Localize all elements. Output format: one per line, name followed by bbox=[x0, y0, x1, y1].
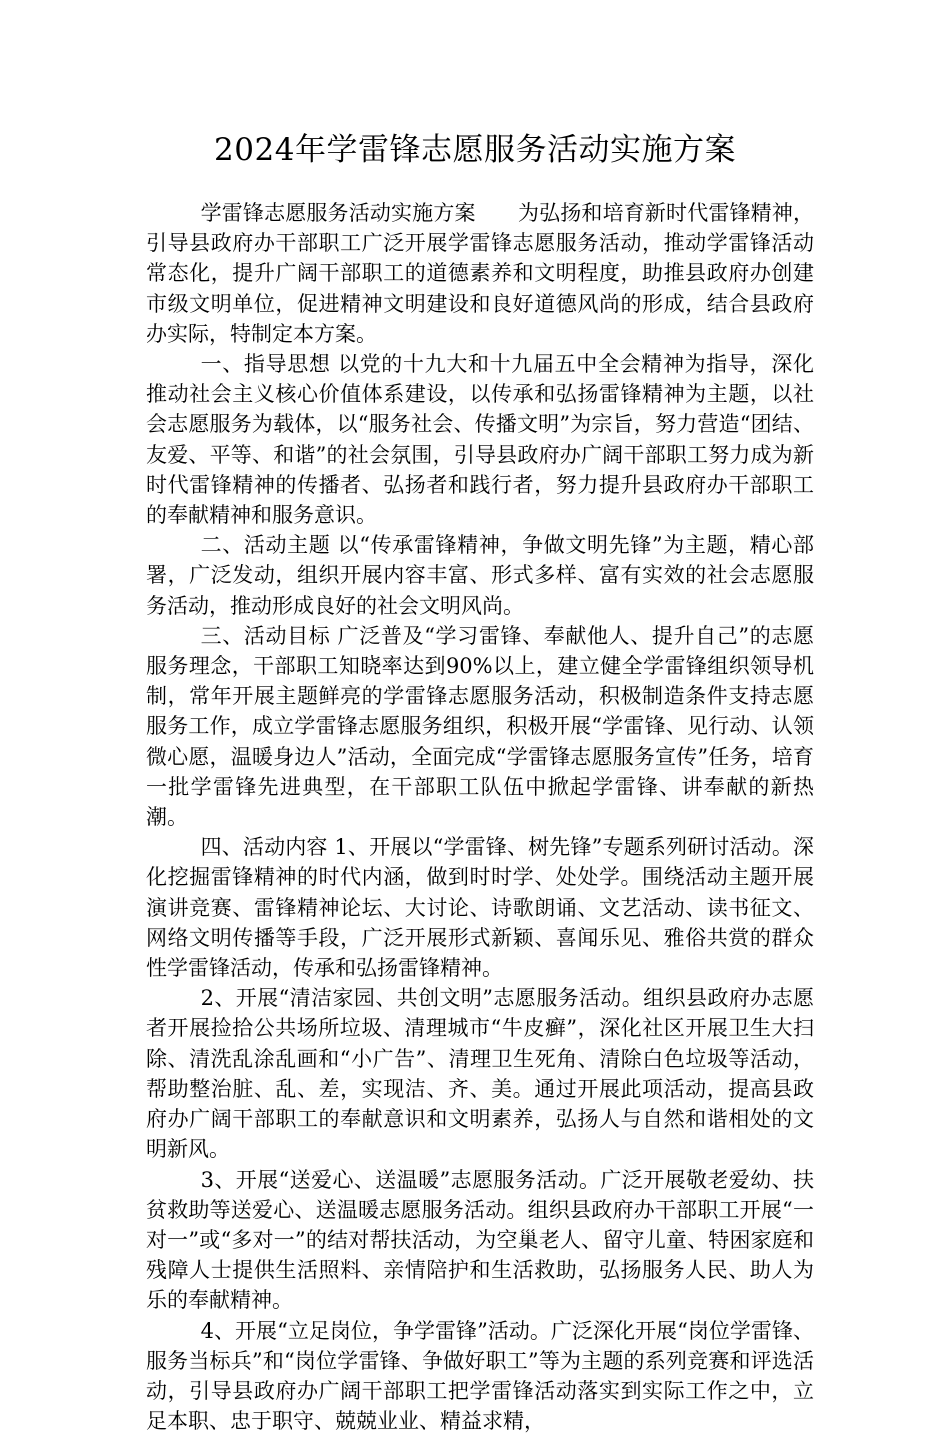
document-body bbox=[146, 198, 814, 1436]
document-title: 2024年学雷锋志愿服务活动实施方案 bbox=[214, 132, 736, 168]
paragraph-activity-content-1: 四、活动内容 1、开展以“学雷锋、树先锋”专题系列研讨活动。深化挖掘雷锋精神的时代内涵，做到时时学、处处学。围绕活动主题开展演讲竞赛、雷锋精神论坛、大讨论、诗歌朗诵、文艺活动、读书征文、网络文明传播等手段，广泛开展形式新颖、喜闻乐见、雅俗共赏的群众性学雷锋活动，传承和弘扬雷锋精神。 bbox=[146, 835, 814, 981]
paragraph-activity-content-2: 2、开展“清洁家园、共创文明”志愿服务活动。组织县政府办志愿者开展捡拾公共场所垃圾、清理城市“牛皮癣”，深化社区开展卫生大扫除、清洗乱涂乱画和“小广告”、清理卫生死角、清除白色垃圾等活动，帮助整治脏、乱、差，实现洁、齐、美。通过开展此项活动，提高县政府办广阔干部职工的奉献意识和文明素养，弘扬人与自然和谐相处的文明新风。 bbox=[146, 986, 814, 1162]
paragraph-intro: 学雷锋志愿服务活动实施方案 为弘扬和培育新时代雷锋精神，引导县政府办干部职工广泛开展学雷锋志愿服务活动，推动学雷锋活动常态化，提升广阔干部职工的道德素养和文明程度，助推县政府办创建市级文明单位，促进精神文明建设和良好道德风尚的形成，结合县政府办实际，特制定本方案。 bbox=[146, 201, 814, 346]
paragraph-activity-content-3: 3、开展“送爱心、送温暖”志愿服务活动。广泛开展敬老爱幼、扶贫救助等送爱心、送温暖志愿服务活动。组织县政府办干部职工开展“一对一”或“多对一”的结对帮扶活动，为空巢老人、留守儿童、特困家庭和残障人士提供生活照料、亲情陪护和生活救助，弘扬服务人民、助人为乐的奉献精神。 bbox=[146, 1167, 814, 1313]
paragraph-activity-content-4: 4、开展“立足岗位，争学雷锋”活动。广泛深化开展“岗位学雷锋、服务当标兵”和“岗位学雷锋、争做好职工”等为主题的系列竞赛和评选活动，引导县政府办广阔干部职工把学雷锋活动落实到实际工作之中，立足本职、忠于职守、兢兢业业、精益求精， bbox=[146, 1318, 814, 1434]
paragraph-activity-theme: 二、活动主题 以“传承雷锋精神，争做文明先锋”为主题，精心部署，广泛发动，组织开展内容丰富、形式多样、富有实效的社会志愿服务活动，推动形成良好的社会文明风尚。 bbox=[146, 533, 814, 618]
paragraph-guiding-ideology: 一、指导思想 以党的十九大和十九届五中全会精神为指导，深化推动社会主义核心价值体系建设，以传承和弘扬雷锋精神为主题，以社会志愿服务为载体，以“服务社会、传播文明”为宗旨，努力营造“团结、友爱、平等、和谐”的社会氛围，引导县政府办广阔干部职工努力成为新时代雷锋精神的传播者、弘扬者和践行者，努力提升县政府办干部职工的奉献精神和服务意识。 bbox=[146, 352, 814, 528]
paragraph-activity-goals: 三、活动目标 广泛普及“学习雷锋、奉献他人、提升自己”的志愿服务理念，干部职工知晓率达到90%以上，建立健全学雷锋组织领导机制，常年开展主题鲜亮的学雷锋志愿服务活动，积极制造条件支持志愿服务工作，成立学雷锋志愿服务组织，积极开展“学雷锋、见行动、认领微心愿，温暖身边人”活动，全面完成“学雷锋志愿服务宣传”任务，培育一批学雷锋先进典型，在干部职工队伍中掀起学雷锋、讲奉献的新热潮。 bbox=[146, 623, 814, 830]
